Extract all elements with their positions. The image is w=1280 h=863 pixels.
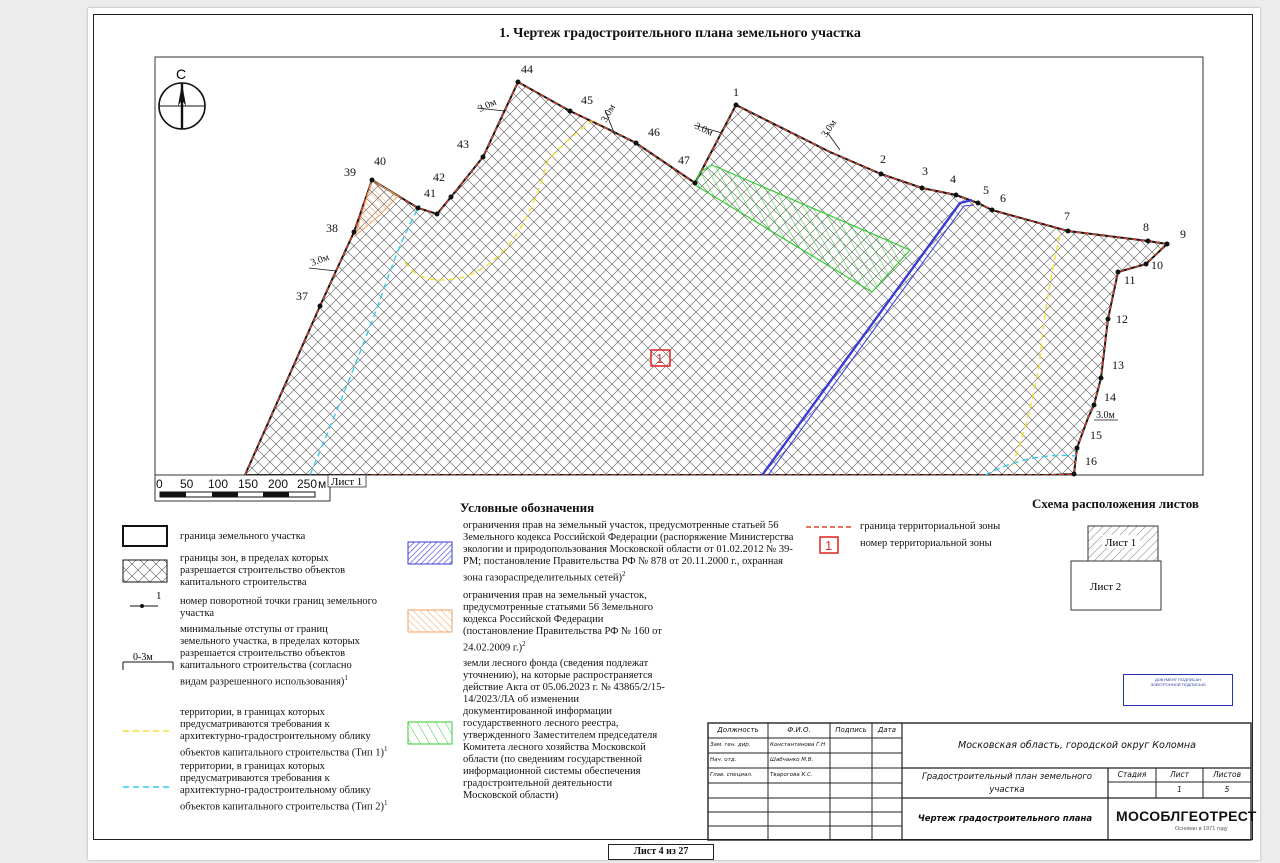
legend-art56-sup: 2 xyxy=(522,640,526,648)
company-subtitle: Основан в 1971 году xyxy=(1175,826,1228,832)
point-label: 1 xyxy=(733,85,739,99)
tb-stage-label: Стадия xyxy=(1117,770,1147,779)
north-label: С xyxy=(176,66,187,82)
legend-point-number: номер поворотной точки границ земельного участка xyxy=(180,596,377,619)
point-label: 12 xyxy=(1116,312,1128,326)
legend-gas-text: ограничения прав на земельный участок, предусмотренные статьей 56 Земельного кодекса Российской Федерации (распоряжение Министерства экологии и природопользования Московской области от 01.02.2012 № 39-РМ; постановление Правительства РФ № 878 от 20.11.2000 г., охранная зона газораспределительных сетей) xyxy=(463,520,794,584)
point-label: 5 xyxy=(983,183,989,197)
point-label: 14 xyxy=(1104,390,1116,404)
point-label: 39 xyxy=(344,165,356,179)
tb-location: Московская область, городской округ Коломна xyxy=(958,740,1196,751)
legend-zone-number: номер территориальной зоны xyxy=(860,538,992,549)
legend-point-sample: 1 xyxy=(156,590,162,602)
tb-header-position: Должность xyxy=(717,726,759,734)
point-label: 7 xyxy=(1064,209,1070,223)
tb-header-signature: Подпись xyxy=(835,726,867,734)
scale-tick: 150 xyxy=(238,477,259,491)
signature-line: ДОКУМЕНТ ПОДПИСАН xyxy=(1155,677,1201,682)
point-label: 16 xyxy=(1085,454,1097,468)
point-label: 42 xyxy=(433,170,445,184)
point-label: 41 xyxy=(424,186,436,200)
point-label: 45 xyxy=(581,93,593,107)
offset-label: 3.0м xyxy=(476,96,499,115)
zone-number: 1 xyxy=(656,351,664,366)
point-label: 6 xyxy=(1000,191,1006,205)
point-label: 13 xyxy=(1112,358,1124,372)
legend-type1-sup: 1 xyxy=(384,745,388,753)
tb-row-name: Шабчанко М.В. xyxy=(770,757,814,763)
scheme-sheet1-label: Лист 1 xyxy=(1105,537,1137,549)
tb-sheet-value: 1 xyxy=(1177,785,1182,794)
point-label: 44 xyxy=(521,62,533,76)
point-label: 8 xyxy=(1143,220,1149,234)
signature-line: ЭЛЕКТРОННОЙ ПОДПИСЬЮ xyxy=(1150,682,1206,687)
legend-zone-border: граница территориальной зоны xyxy=(860,521,1001,532)
legend-gas xyxy=(463,520,799,585)
legend-art56-text: ограничения прав на земельный участок, предусмотренные статьями 56 Земельного кодекса Российской Федерации (постановление Правительства РФ № 160 от 24.02.2009 г.) xyxy=(463,590,662,654)
tb-drawing-name: Чертеж градостроительного плана xyxy=(917,814,1093,824)
offset-label: 3.0м xyxy=(599,102,619,125)
legend-offset-sample: 0-3м xyxy=(133,652,153,663)
scale-tick: 200 xyxy=(268,477,289,491)
point-label: 43 xyxy=(457,137,469,151)
legend-type1-text: территории, в границах которых предусматриваются требования к архитектурно-градостроительному облику объектов капитального строительства (Тип 1) xyxy=(180,707,385,759)
legend-title: Условные обозначения xyxy=(460,500,595,515)
legend-build-zones: границы зон, в пределах которых разрешается строительство объектов капитального строительства xyxy=(180,553,346,588)
point-label: 4 xyxy=(950,172,956,186)
offset-label: 3.0м xyxy=(692,120,715,139)
legend-offsets-text: минимальные отступы от границ земельного участка, в пределах которых разрешается строительство объектов капитального строительства (согласно видам разрешенного использования) xyxy=(180,624,360,688)
tb-row-name: Константинова Г.Н xyxy=(770,742,826,748)
tb-row-position: Нач. отд. xyxy=(710,757,737,763)
scale-tick: 50 xyxy=(180,477,194,491)
legend-offsets xyxy=(180,624,380,689)
page-footer: Лист 4 из 27 xyxy=(608,844,714,860)
point-label: 10 xyxy=(1151,258,1163,272)
tb-sheet-label: Лист xyxy=(1169,770,1189,779)
point-label: 38 xyxy=(326,221,338,235)
legend-type2-sup: 1 xyxy=(384,799,388,807)
legend-art56 xyxy=(463,590,673,655)
sheets-scheme-title: Схема расположения листов xyxy=(1032,496,1199,511)
legend-type1 xyxy=(180,707,395,760)
point-label: 37 xyxy=(296,289,308,303)
tb-header-name: Ф.И.О. xyxy=(787,726,811,734)
offset-label: 3.0м xyxy=(1096,410,1115,421)
point-label: 11 xyxy=(1124,273,1136,287)
page-title: 1. Чертеж градостроительного плана земельного участка xyxy=(499,26,861,41)
offset-label: 3.0м xyxy=(819,117,840,140)
point-label: 9 xyxy=(1180,227,1186,241)
point-label: 46 xyxy=(648,125,660,139)
scale-tick: 250 xyxy=(297,477,318,491)
tb-row-position: Глав. специал. xyxy=(710,772,753,778)
point-label: 3 xyxy=(922,164,928,178)
legend-zone-sample: 1 xyxy=(825,538,833,553)
legend-type2 xyxy=(180,761,395,814)
scale-tick: 0 xyxy=(156,477,163,491)
offset-label: 3.0м xyxy=(309,252,331,269)
legend-offsets-sup: 1 xyxy=(344,674,348,682)
legend-gas-sup: 2 xyxy=(622,570,626,578)
point-label: 15 xyxy=(1090,428,1102,442)
scale-unit: м xyxy=(318,477,327,491)
point-label: 47 xyxy=(678,153,690,167)
north-arrow-icon xyxy=(159,83,205,129)
tb-sheets-value: 5 xyxy=(1224,785,1230,794)
legend-type2-text: территории, в границах которых предусматриваются требования к архитектурно-градостроительному облику объектов капитального строительства (Тип 2) xyxy=(180,761,385,813)
legend-forest: земли лесного фонда (сведения подлежат уточнению), на которые распространяется действие Акта от 05.06.2023 г. № 43865/2/15-14/2023/ЛА об изменении документированной информации государственного лесного реестра, утвержденного Заместителем председателя Комитета лесного хозяйства Московской области (по сведениям государственной информационной системы обеспечения градостроительной деятельности Московской области) xyxy=(463,658,665,801)
tb-header-date: Дата xyxy=(877,726,897,734)
scheme-sheet2-label: Лист 2 xyxy=(1090,581,1122,593)
tb-sheets-label: Листов xyxy=(1212,770,1241,779)
digital-signature-stamp xyxy=(1123,674,1233,706)
legend-boundary: граница земельного участка xyxy=(180,531,306,542)
tb-row-position: Зам. ген. дир. xyxy=(710,742,751,748)
point-label: 40 xyxy=(374,154,386,168)
plan-sheet-tag: Лист 1 xyxy=(331,476,363,488)
scale-tick: 100 xyxy=(208,477,229,491)
point-label: 2 xyxy=(880,152,886,166)
company-logo: МОСОБЛГЕОТРЕСТ xyxy=(1116,808,1257,824)
tb-doc-name: Градостроительный план земельного участка xyxy=(922,772,1092,795)
tb-row-name: Тварогова К.С. xyxy=(770,772,813,778)
